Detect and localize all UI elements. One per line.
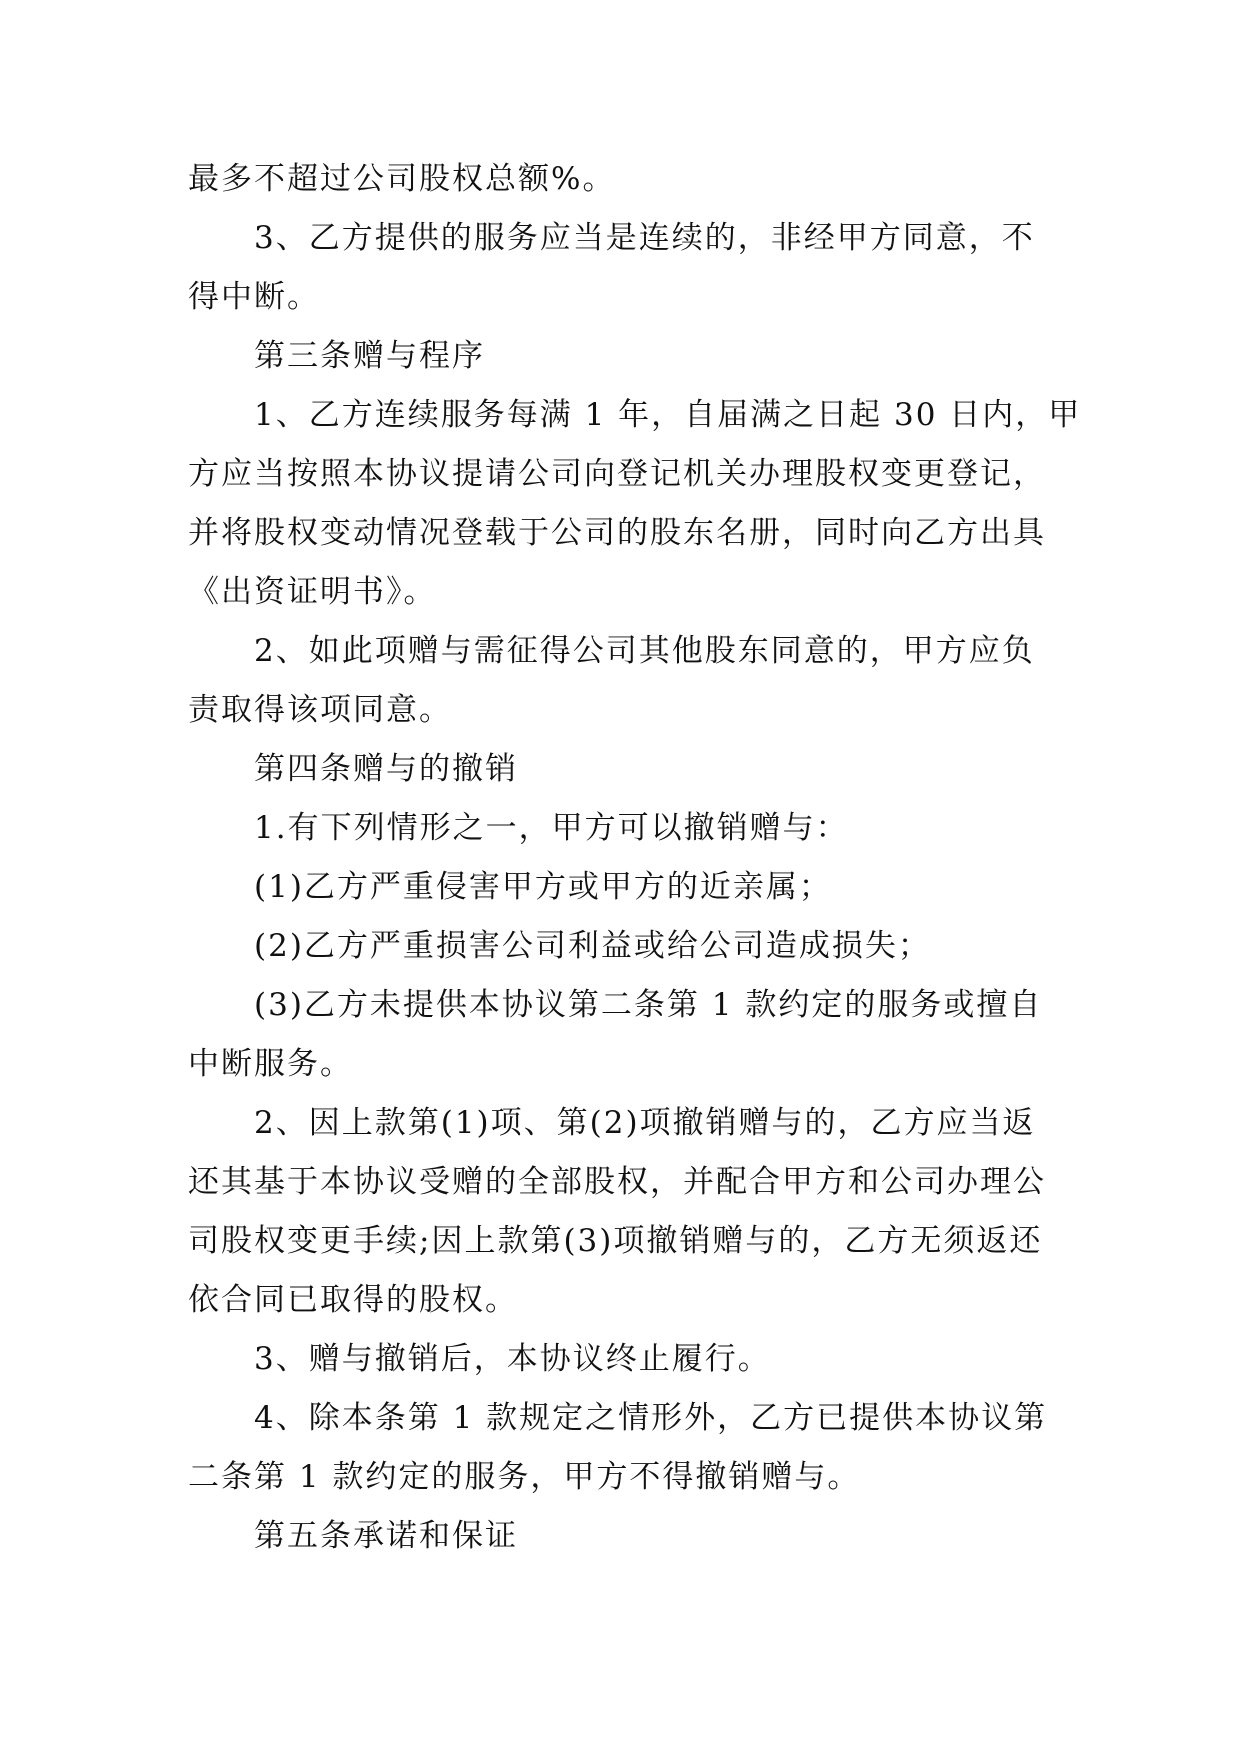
paragraph-service-continuity — [188, 209, 1058, 327]
paragraph-termination — [188, 1330, 1058, 1389]
text-line-12: 1.有下列情形之一，甲方可以撤销赠与： — [254, 810, 849, 846]
text-line-2: 3、乙方提供的服务应当是连续的，非经甲方同意，不 — [254, 220, 1035, 256]
text-line-17: 2、因上款第(1)项、第(2)项撤销赠与的，乙方应当返 — [254, 1105, 1036, 1141]
section-heading-5 — [188, 1507, 1058, 1566]
paragraph-revocation-cases — [188, 799, 1058, 1094]
text-line-20: 依合同已取得的股权。 — [188, 1282, 518, 1318]
text-line-6: 方应当按照本协议提请公司向登记机关办理股权变更登记， — [188, 456, 1046, 492]
heading-article-3: 第三条赠与程序 — [254, 338, 485, 374]
paragraph-gift-procedure-2 — [188, 622, 1058, 740]
heading-article-5: 第五条承诺和保证 — [254, 1518, 518, 1554]
text-line-3: 得中断。 — [188, 279, 320, 315]
text-line-15: (3)乙方未提供本协议第二条第 1 款约定的服务或擅自 — [254, 987, 1043, 1023]
text-line-10: 责取得该项同意。 — [188, 692, 452, 728]
text-line-16: 中断服务。 — [188, 1046, 353, 1082]
text-line-23: 二条第 1 款约定的服务，甲方不得撤销赠与。 — [188, 1459, 861, 1495]
paragraph-revocation-return — [188, 1094, 1058, 1330]
text-line-7: 并将股权变动情况登载于公司的股东名册，同时向乙方出具 — [188, 515, 1046, 551]
text-line-9: 2、如此项赠与需征得公司其他股东同意的，甲方应负 — [254, 633, 1035, 669]
text-line-14: (2)乙方严重损害公司利益或给公司造成损失； — [254, 928, 931, 964]
text-line-19: 司股权变更手续;因上款第(3)项撤销赠与的，乙方无须返还 — [188, 1223, 1043, 1259]
section-heading-3 — [188, 327, 1058, 386]
paragraph-no-revocation — [188, 1389, 1058, 1507]
text-line — [188, 150, 1058, 209]
text-line-1: 最多不超过公司股权总额%。 — [188, 161, 616, 197]
text-line-18: 还其基于本协议受赠的全部股权，并配合甲方和公司办理公 — [188, 1164, 1046, 1200]
section-heading-4 — [188, 740, 1058, 799]
text-line-22: 4、除本条第 1 款规定之情形外，乙方已提供本协议第 — [254, 1400, 1048, 1436]
paragraph-gift-procedure-1 — [188, 386, 1082, 622]
heading-article-4: 第四条赠与的撤销 — [254, 751, 518, 787]
text-line-8: 《出资证明书》。 — [188, 574, 437, 610]
text-line-5: 1、乙方连续服务每满 1 年，自届满之日起 30 日内，甲 — [254, 397, 1082, 433]
text-line-13: (1)乙方严重侵害甲方或甲方的近亲属； — [254, 869, 832, 905]
text-line-21: 3、赠与撤销后，本协议终止履行。 — [254, 1341, 771, 1377]
